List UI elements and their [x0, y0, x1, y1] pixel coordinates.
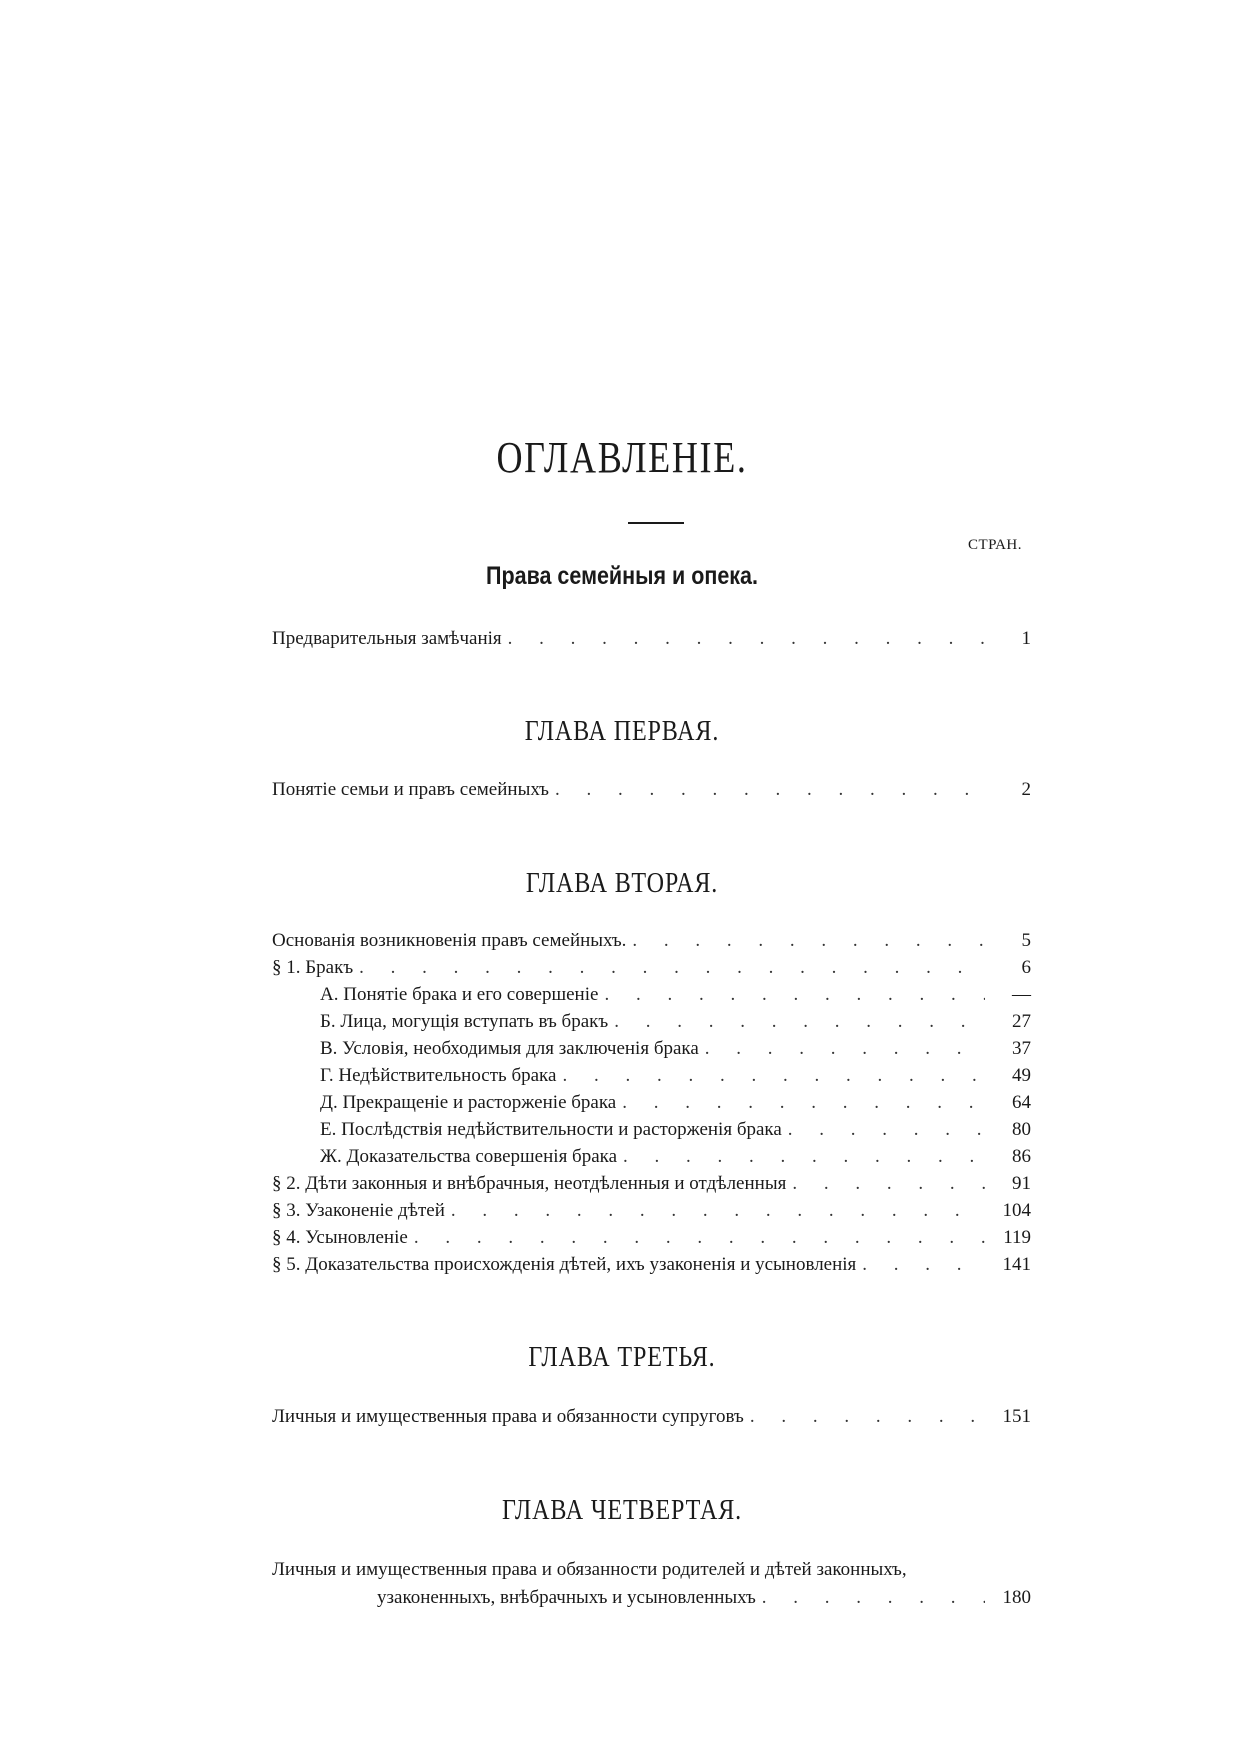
dot-leader	[451, 1198, 985, 1224]
toc-entry-page: 104	[1002, 1200, 1031, 1221]
toc-entry[interactable]	[272, 955, 1031, 981]
dot-leader	[508, 626, 985, 652]
dot-leader	[614, 1009, 985, 1035]
toc-entry-page: —	[1012, 984, 1031, 1005]
dot-leader	[750, 1404, 985, 1430]
toc-entry-text: Основанія возникновенія правъ семейныхъ.	[272, 930, 627, 951]
toc-entry-text: § 4. Усыновленіе	[272, 1227, 408, 1248]
toc-entry-page: 141	[1002, 1254, 1031, 1275]
page-title: ОГЛАВЛЕНІЕ.	[496, 433, 748, 482]
toc-entry-intro[interactable]	[272, 626, 1031, 652]
chapter-heading-1: ГЛАВА ПЕРВАЯ.	[524, 716, 720, 747]
chapter-heading-3: ГЛАВА ТРЕТЬЯ.	[528, 1342, 716, 1373]
toc-entry-page: 86	[1012, 1146, 1031, 1167]
toc-entry-text: Личныя и имущественныя права и обязанности супруговъ	[272, 1406, 744, 1427]
dot-leader	[862, 1252, 985, 1278]
dot-leader	[562, 1063, 985, 1089]
toc-entry[interactable]	[320, 1036, 1031, 1062]
toc-entry-text: Г. Недѣйствительность брака	[320, 1065, 557, 1086]
toc-entry-text: § 5. Доказательства происхожденія дѣтей, ихъ узаконенія и усыновленія	[272, 1254, 857, 1275]
toc-entry-page: 80	[1012, 1119, 1031, 1140]
toc-entry-text: Ж. Доказательства совершенія брака	[320, 1146, 618, 1167]
toc-entry-page: 180	[1002, 1587, 1031, 1608]
toc-entry-page: 5	[1021, 930, 1031, 951]
part-title: Права семейныя и опека.	[486, 562, 758, 590]
dot-leader	[632, 928, 985, 954]
chapter-heading-4: ГЛАВА ЧЕТВЕРТАЯ.	[501, 1495, 743, 1526]
dot-leader	[705, 1036, 985, 1062]
toc-entry[interactable]	[320, 982, 1031, 1008]
dot-leader	[555, 777, 985, 803]
toc-entry-text: Предварительныя замѣчанія	[272, 628, 502, 649]
toc-entry-text: В. Условія, необходимыя для заключенія брака	[320, 1038, 699, 1059]
toc-entry-page: 91	[1012, 1173, 1031, 1194]
toc-entry-page: 64	[1012, 1092, 1031, 1113]
toc-entry-page: 49	[1012, 1065, 1031, 1086]
toc-entry-text: Понятіе семьи и правъ семейныхъ	[272, 779, 549, 800]
dot-leader	[792, 1171, 985, 1197]
chapter-heading-2: ГЛАВА ВТОРАЯ.	[525, 868, 719, 899]
toc-entry[interactable]	[272, 1225, 1031, 1251]
dot-leader	[623, 1144, 985, 1170]
toc-entry[interactable]	[272, 1198, 1031, 1224]
dot-leader	[359, 955, 985, 981]
toc-entry[interactable]	[320, 1090, 1031, 1116]
toc-entry-text: § 2. Дѣти законныя и внѣбрачныя, неотдѣленныя и отдѣленныя	[272, 1173, 787, 1194]
toc-entry-page: 37	[1012, 1038, 1031, 1059]
toc-entry[interactable]	[272, 777, 1031, 803]
toc-entry-page: 119	[1003, 1227, 1031, 1248]
toc-entry-page: 27	[1012, 1011, 1031, 1032]
toc-entry[interactable]	[272, 1252, 1031, 1278]
toc-entry[interactable]	[320, 1117, 1031, 1143]
dot-leader	[788, 1117, 985, 1143]
page-column-label: СТРАН.	[968, 537, 1023, 553]
dot-leader	[762, 1585, 985, 1611]
toc-entry-page: 2	[1021, 779, 1031, 800]
toc-entry[interactable]	[272, 1171, 1031, 1197]
toc-entry-page: 151	[1002, 1406, 1031, 1427]
toc-entry[interactable]	[320, 1063, 1031, 1089]
toc-entry-text: § 1. Бракъ	[272, 957, 354, 978]
title-rule	[628, 522, 684, 524]
toc-entry-text: Е. Послѣдствія недѣйствительности и расторженія брака	[320, 1119, 782, 1140]
dot-leader	[622, 1090, 985, 1116]
toc-entry-text: § 3. Узаконеніе дѣтей	[272, 1200, 445, 1221]
toc-entry-text: А. Понятіе брака и его совершеніе	[320, 984, 599, 1005]
toc-entry[interactable]	[377, 1585, 1031, 1611]
toc-entry-text: узаконенныхъ, внѣбрачныхъ и усыновленныхъ	[377, 1587, 756, 1608]
toc-entry[interactable]	[272, 928, 1031, 954]
toc-entry[interactable]	[272, 1404, 1031, 1430]
toc-entry-page: 1	[1021, 628, 1031, 649]
toc-entry[interactable]	[320, 1144, 1031, 1170]
toc-entry[interactable]	[320, 1009, 1031, 1035]
toc-entry-text: Б. Лица, могущія вступать въ бракъ	[320, 1011, 609, 1032]
toc-entry-text-line1: Личныя и имущественныя права и обязанности родителей и дѣтей законныхъ,	[272, 1559, 907, 1580]
dot-leader	[604, 982, 985, 1008]
toc-entry-text: Д. Прекращеніе и расторженіе брака	[320, 1092, 617, 1113]
dot-leader	[414, 1225, 985, 1251]
toc-entry-page: 6	[1021, 957, 1031, 978]
